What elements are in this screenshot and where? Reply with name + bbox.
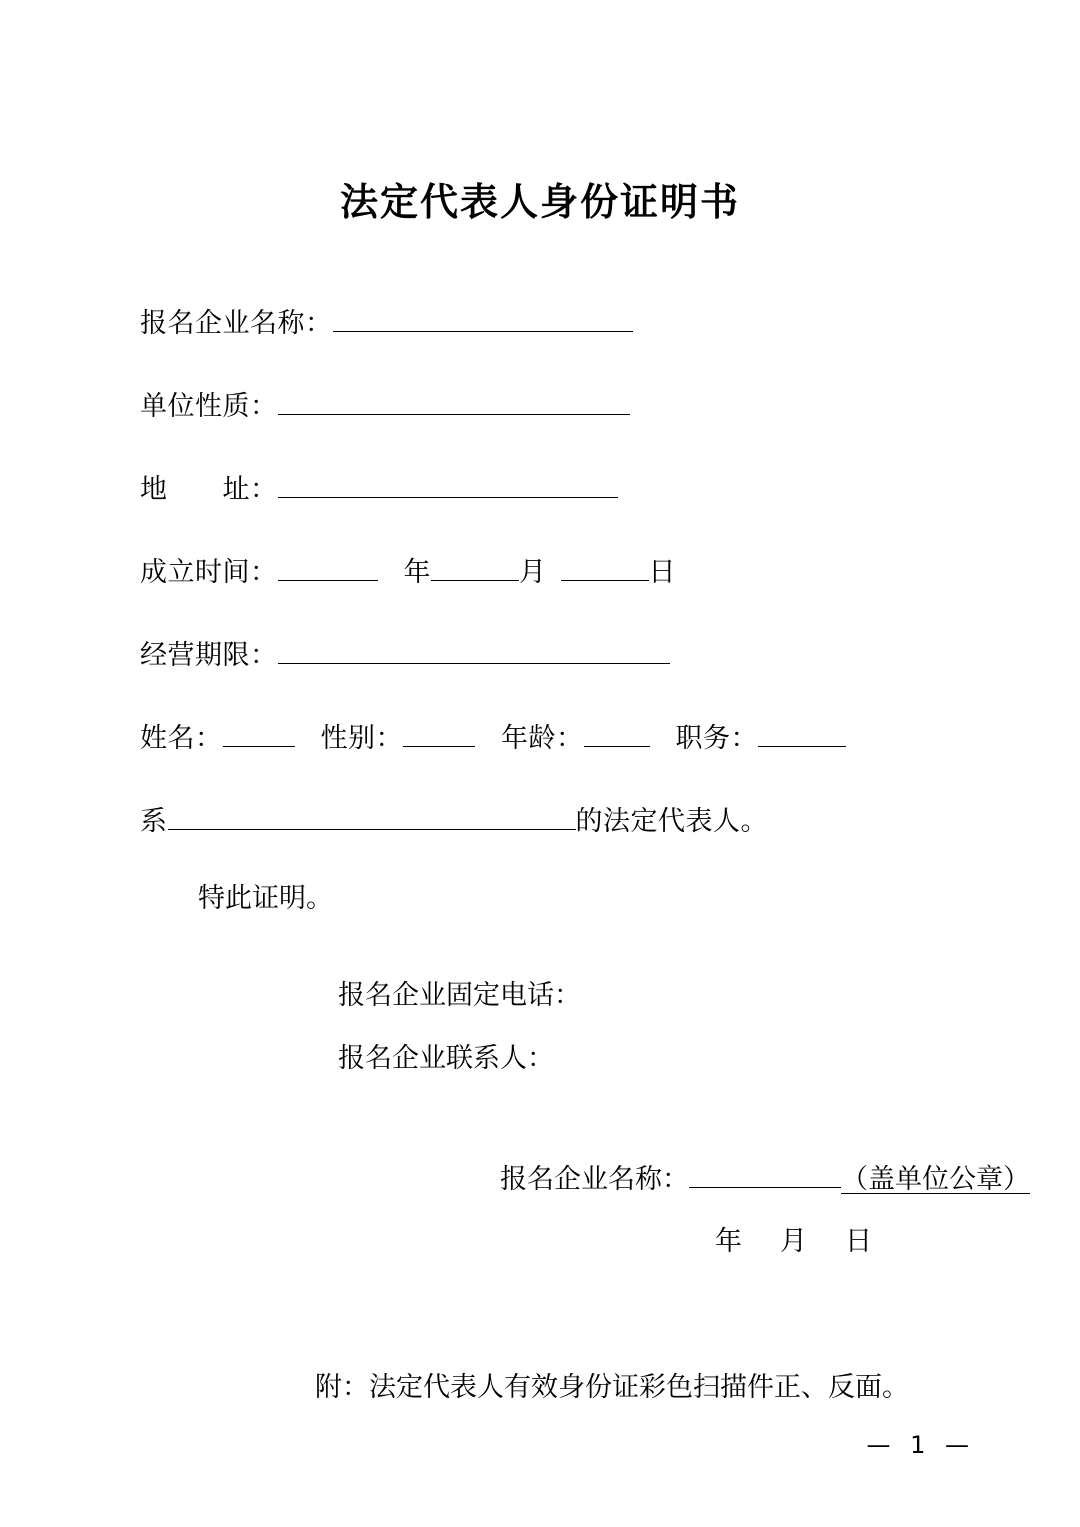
signature-company-blank[interactable] bbox=[689, 1160, 841, 1188]
establish-year-blank[interactable] bbox=[278, 553, 378, 581]
title-blank[interactable] bbox=[758, 719, 846, 747]
signature-day-unit: 日 bbox=[845, 1225, 874, 1257]
age-label: 年龄： bbox=[501, 722, 584, 754]
signature-year-unit: 年 bbox=[715, 1225, 744, 1257]
rep-company-blank[interactable] bbox=[168, 802, 576, 830]
field-label: 报名企业名称： bbox=[140, 307, 333, 339]
field-label: 成立时间： bbox=[140, 556, 278, 588]
gender-blank[interactable] bbox=[403, 719, 475, 747]
field-establish-date bbox=[140, 553, 970, 586]
signature-block bbox=[140, 1160, 1030, 1257]
attachment-note: 附：法定代表人有效身份证彩色扫描件正、反面。 bbox=[315, 1371, 909, 1403]
page-title: 法定代表人身份证明书 bbox=[339, 180, 740, 224]
form-body bbox=[0, 304, 1080, 1404]
field-legal-rep bbox=[140, 802, 970, 835]
field-label: 经营期限： bbox=[140, 639, 278, 671]
field-label: 地 址： bbox=[140, 473, 278, 505]
field-company-name bbox=[140, 304, 970, 337]
page-number: — 1 — bbox=[866, 1431, 975, 1459]
rep-prefix: 系 bbox=[140, 805, 168, 837]
signature-company-label: 报名企业名称： bbox=[500, 1163, 689, 1195]
rep-suffix: 的法定代表人。 bbox=[575, 805, 768, 837]
contact-person-label: 报名企业联系人： bbox=[338, 1042, 554, 1074]
establish-month-blank[interactable] bbox=[431, 553, 519, 581]
month-unit: 月 bbox=[519, 556, 547, 588]
field-blank[interactable] bbox=[278, 470, 618, 498]
contact-block bbox=[140, 979, 970, 1074]
field-unit-nature bbox=[140, 387, 970, 420]
field-person-info bbox=[140, 719, 970, 752]
gender-label: 性别： bbox=[320, 722, 403, 754]
field-address bbox=[140, 470, 970, 503]
establish-day-blank[interactable] bbox=[561, 553, 649, 581]
certify-statement: 特此证明。 bbox=[198, 882, 333, 914]
field-label: 单位性质： bbox=[140, 390, 278, 422]
age-blank[interactable] bbox=[584, 719, 650, 747]
signature-date-line bbox=[500, 1225, 970, 1257]
name-blank[interactable] bbox=[223, 719, 295, 747]
signature-month-unit: 月 bbox=[780, 1225, 809, 1257]
field-blank[interactable] bbox=[278, 387, 630, 415]
day-unit: 日 bbox=[648, 556, 676, 588]
title-label: 职务： bbox=[675, 722, 758, 754]
signature-company-line bbox=[500, 1160, 1030, 1195]
contact-phone-label: 报名企业固定电话： bbox=[338, 979, 581, 1011]
year-unit: 年 bbox=[403, 556, 431, 588]
field-business-term bbox=[140, 636, 970, 669]
field-blank[interactable] bbox=[278, 636, 670, 664]
name-label: 姓名： bbox=[140, 722, 223, 754]
seal-note: （盖单位公章） bbox=[841, 1163, 1030, 1195]
field-blank[interactable] bbox=[333, 304, 633, 332]
